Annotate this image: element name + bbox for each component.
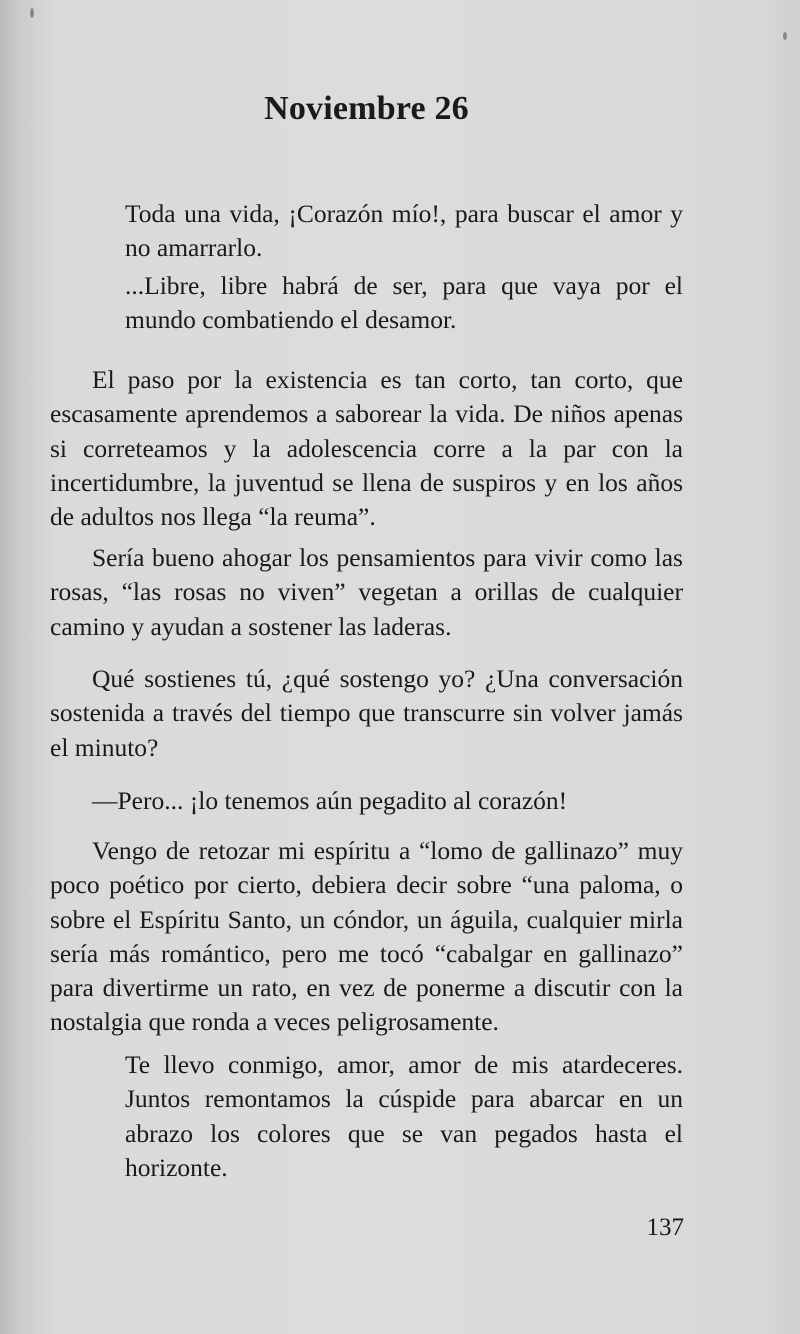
- paragraph-1: Toda una vida, ¡Corazón mío!, para buscar el amor y no amarrarlo.: [125, 199, 683, 263]
- paragraph-5: Qué sostienes tú, ¿qué sostengo yo? ¿Una conversación sostenida a través del tiempo que transcurre sin volver jamás el minuto?: [50, 664, 683, 762]
- paragraph-7: Vengo de retozar mi espíritu a “lomo de gallinazo” muy poco poético por cierto, debiera decir sobre “una paloma, o sobre el Espíritu Santo, un cóndor, un águila, cualquier mirla sería más romántico, pero me tocó “cabalgar en gallinazo” para divertirme un rato, en vez de ponerme a discutir con la nostalgia que ronda a veces peligrosamente.: [50, 836, 683, 1037]
- scan-speck: [30, 8, 34, 18]
- paragraph-6: —Pero... ¡lo tenemos aún pegadito al corazón!: [92, 786, 568, 815]
- page-title: Noviembre 26: [264, 90, 469, 127]
- page-number: 137: [646, 1214, 684, 1241]
- paragraph-2: ...Libre, libre habrá de ser, para que vaya por el mundo combatiendo el desamor.: [125, 271, 683, 335]
- paragraph-4: Sería bueno ahogar los pensamientos para vivir como las rosas, “las rosas no viven” vegetan a orillas de cualquier camino y ayudan a sostener las laderas.: [50, 543, 683, 641]
- scan-speck: [783, 32, 787, 40]
- paragraph-8: Te llevo conmigo, amor, amor de mis atardeceres. Juntos remontamos la cúspide para abarcar en un abrazo los colores que se van pegados hasta el horizonte.: [125, 1050, 683, 1182]
- paragraph-3: El paso por la existencia es tan corto, tan corto, que escasamente aprendemos a saborear la vida. De niños apenas si correteamos y la adolescencia corre a la par con la incertidumbre, la juventud se llena de suspiros y en los años de adultos nos llega “la reuma”.: [50, 365, 683, 532]
